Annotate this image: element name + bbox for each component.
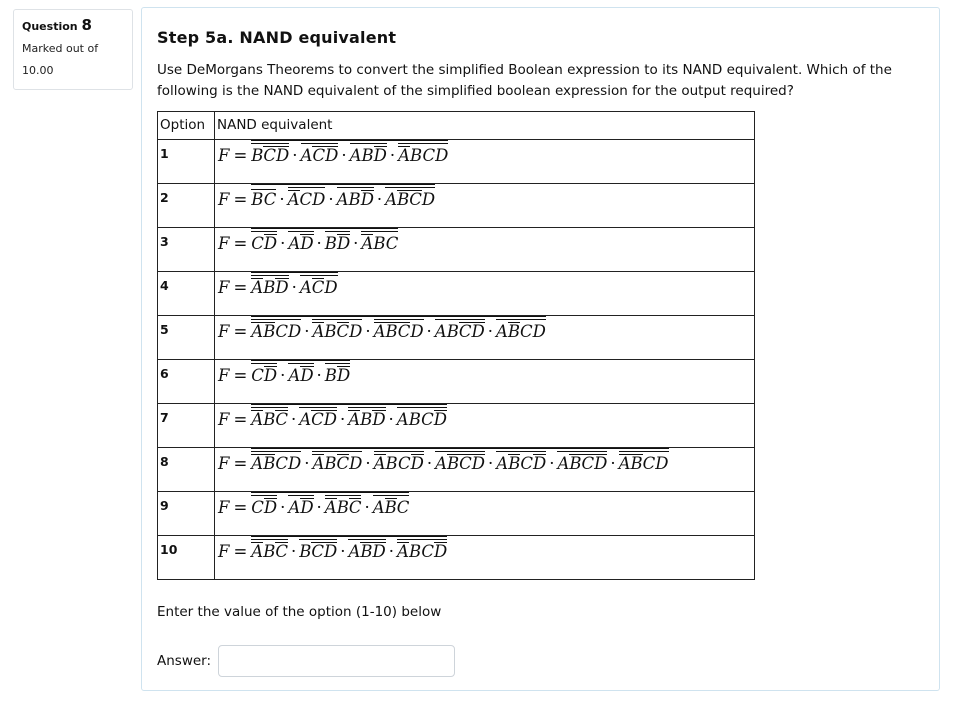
literal: B	[408, 542, 422, 561]
literal: C	[520, 454, 533, 473]
literal: B	[373, 234, 386, 253]
nand-term	[435, 319, 485, 341]
complemented-literal: A	[251, 278, 264, 297]
complemented-literal: B	[447, 454, 460, 473]
and-dot: ·	[426, 322, 432, 341]
complemented-literal: C	[275, 542, 288, 561]
question-number: Question 8	[22, 16, 92, 34]
output-variable: F	[218, 542, 230, 561]
output-variable: F	[218, 146, 230, 165]
literal: B	[410, 146, 423, 165]
literal: C	[642, 454, 656, 473]
math-expression	[218, 483, 409, 517]
literal: C	[251, 366, 264, 385]
literal: A	[385, 190, 398, 209]
option-number: 8	[158, 448, 215, 492]
complemented-literal: A	[251, 542, 264, 561]
complemented-literal: D	[433, 410, 448, 429]
literal: B	[408, 410, 422, 429]
marked-out-of: Marked out of 10.00	[22, 38, 124, 82]
options-table-body	[158, 140, 755, 580]
nand-term	[557, 451, 607, 473]
complemented-literal: A	[361, 234, 374, 253]
complemented-literal: D	[300, 234, 314, 253]
math-expression	[218, 175, 435, 209]
complemented-literal: C	[458, 322, 472, 341]
nand-term	[301, 143, 339, 165]
nand-term	[251, 189, 276, 209]
literal: C	[251, 234, 264, 253]
literal: B	[299, 542, 312, 561]
literal: B	[251, 190, 264, 209]
nand-term	[299, 407, 337, 429]
complemented-literal: C	[336, 454, 350, 473]
literal: D	[410, 322, 424, 341]
literal: B	[251, 146, 264, 165]
complemented-literal: A	[373, 322, 386, 341]
equals-sign: =	[233, 278, 248, 297]
literal: B	[263, 542, 276, 561]
nand-term	[288, 187, 326, 209]
complemented-literal: C	[581, 454, 595, 473]
equals-sign: =	[233, 322, 248, 341]
literal: D	[287, 322, 302, 341]
literal: B	[324, 234, 337, 253]
output-variable: F	[218, 366, 230, 385]
math-expression	[218, 439, 669, 473]
literal: A	[435, 454, 448, 473]
literal: D	[312, 190, 326, 209]
literal: A	[434, 322, 447, 341]
complemented-literal: A	[312, 322, 325, 341]
nand-term	[361, 231, 398, 253]
equals-sign: =	[233, 234, 248, 253]
nand-term	[397, 539, 447, 561]
literal: B	[348, 190, 361, 209]
literal: C	[251, 498, 264, 517]
complemented-literal: D	[300, 498, 314, 517]
complemented-literal: B	[569, 454, 582, 473]
literal: B	[324, 454, 337, 473]
complemented-literal: D	[275, 278, 289, 297]
literal: C	[396, 498, 410, 517]
output-variable: F	[218, 322, 230, 341]
nand-term	[350, 143, 387, 165]
nand-term	[619, 451, 669, 473]
nand-term	[251, 231, 277, 253]
nand-term	[337, 187, 374, 209]
and-dot: ·	[388, 410, 394, 429]
complemented-literal: D	[263, 498, 278, 517]
complemented-literal: C	[312, 146, 326, 165]
complemented-literal: D	[336, 234, 351, 253]
literal: C	[397, 454, 411, 473]
answer-label: Answer:	[157, 653, 212, 669]
and-dot: ·	[365, 322, 371, 341]
math-expression	[218, 131, 448, 165]
literal: D	[287, 454, 302, 473]
literal: C	[275, 322, 288, 341]
complemented-literal: D	[372, 542, 386, 561]
literal: D	[421, 190, 436, 209]
literal: C	[275, 454, 288, 473]
nand-term	[251, 451, 301, 473]
complemented-literal: D	[372, 410, 386, 429]
option-number: 3	[158, 228, 215, 272]
and-dot: ·	[280, 498, 286, 517]
nand-term	[385, 187, 435, 209]
nand-term	[251, 407, 288, 429]
output-variable: F	[218, 454, 230, 473]
answer-prompt: Enter the value of the option (1-10) below	[157, 604, 442, 620]
literal: A	[300, 146, 313, 165]
literal: B	[324, 366, 337, 385]
equals-sign: =	[233, 542, 248, 561]
and-dot: ·	[487, 322, 493, 341]
literal: B	[446, 322, 459, 341]
and-dot: ·	[292, 146, 298, 165]
options-table	[157, 111, 755, 580]
nand-term	[496, 319, 546, 341]
complemented-literal: D	[434, 542, 448, 561]
and-dot: ·	[304, 322, 310, 341]
complemented-literal: B	[397, 190, 410, 209]
outer-overline	[251, 228, 398, 253]
math-expression	[218, 527, 447, 561]
complemented-literal: B	[630, 454, 643, 473]
and-dot: ·	[365, 454, 371, 473]
equals-sign: =	[233, 190, 248, 209]
and-dot: ·	[304, 454, 310, 473]
nand-term	[312, 319, 362, 341]
complemented-literal: D	[471, 322, 485, 341]
and-dot: ·	[341, 146, 347, 165]
outer-overline	[251, 272, 337, 297]
and-dot: ·	[364, 498, 370, 517]
literal: A	[557, 454, 570, 473]
literal: B	[263, 410, 276, 429]
complemented-literal: A	[287, 190, 300, 209]
max-mark: 10.00	[22, 64, 54, 77]
option-number: 4	[158, 272, 215, 316]
literal: B	[385, 454, 398, 473]
nand-term	[325, 231, 350, 253]
and-dot: ·	[279, 190, 285, 209]
math-expression	[218, 307, 546, 341]
outer-overline	[251, 492, 409, 517]
complemented-literal: B	[384, 498, 397, 517]
complemented-literal: A	[251, 322, 264, 341]
output-variable: F	[218, 410, 230, 429]
complemented-literal: A	[398, 146, 411, 165]
complemented-literal: C	[336, 322, 350, 341]
complemented-literal: B	[385, 322, 398, 341]
outer-overline	[251, 316, 546, 341]
column-header-nand: NAND equivalent	[215, 112, 755, 140]
complemented-literal: B	[263, 454, 276, 473]
complemented-literal: A	[618, 454, 631, 473]
question-text: Use DeMorgans Theorems to convert the simplified Boolean expression to its NAND equivalent. Which of the following is the NAND equivalent of the simplified boolean expression for the output required?	[157, 62, 892, 99]
nand-term	[288, 231, 313, 253]
answer-input[interactable]	[218, 645, 455, 677]
option-number: 7	[158, 404, 215, 448]
and-dot: ·	[316, 234, 322, 253]
nand-term	[496, 451, 546, 473]
nand-term	[300, 275, 338, 297]
complemented-literal: C	[311, 542, 324, 561]
nand-expression	[215, 536, 755, 580]
complemented-literal: B	[508, 454, 521, 473]
literal: B	[336, 498, 349, 517]
nand-term	[288, 495, 313, 517]
outer-overline	[251, 448, 668, 473]
and-dot: ·	[291, 278, 297, 297]
nand-term	[373, 495, 410, 517]
literal: C	[421, 542, 434, 561]
complemented-literal: D	[410, 454, 424, 473]
complemented-literal: D	[263, 234, 278, 253]
complemented-literal: A	[348, 410, 361, 429]
and-dot: ·	[426, 454, 433, 473]
and-dot: ·	[353, 234, 359, 253]
and-dot: ·	[316, 366, 322, 385]
math-expression	[218, 263, 338, 297]
equals-sign: =	[233, 146, 248, 165]
option-number: 5	[158, 316, 215, 360]
literal: A	[495, 322, 508, 341]
complemented-literal: A	[251, 410, 264, 429]
nand-term	[251, 319, 301, 341]
and-dot: ·	[610, 454, 616, 473]
literal: D	[655, 454, 669, 473]
literal: B	[360, 410, 373, 429]
complemented-literal: B	[263, 322, 276, 341]
equals-sign: =	[233, 498, 248, 517]
literal: A	[288, 234, 301, 253]
option-number: 1	[158, 140, 215, 184]
complemented-literal: D	[300, 366, 314, 385]
nand-term	[251, 143, 289, 165]
nand-term	[299, 539, 337, 561]
literal: C	[299, 190, 313, 209]
complemented-literal: C	[348, 498, 362, 517]
and-dot: ·	[389, 146, 396, 165]
and-dot: ·	[280, 234, 286, 253]
output-variable: F	[218, 190, 230, 209]
complemented-literal: D	[471, 454, 486, 473]
complemented-literal: A	[312, 454, 325, 473]
nand-term	[435, 451, 485, 473]
option-number: 10	[158, 536, 215, 580]
and-dot: ·	[340, 410, 346, 429]
nand-term	[251, 275, 288, 297]
literal: B	[263, 278, 276, 297]
math-expression	[218, 395, 447, 429]
literal: A	[348, 542, 361, 561]
nand-term	[374, 451, 424, 473]
nand-term	[251, 495, 277, 517]
option-number: 6	[158, 360, 215, 404]
literal: C	[263, 190, 277, 209]
nand-term	[348, 407, 385, 429]
literal: A	[299, 278, 312, 297]
complemented-literal: D	[594, 454, 608, 473]
nand-term	[398, 143, 448, 165]
literal: D	[349, 454, 363, 473]
complemented-literal: D	[373, 146, 387, 165]
complemented-literal: D	[323, 542, 338, 561]
complemented-literal: D	[360, 190, 374, 209]
and-dot: ·	[328, 190, 334, 209]
literal: D	[349, 322, 363, 341]
and-dot: ·	[290, 542, 297, 561]
equals-sign: =	[233, 454, 248, 473]
literal: A	[372, 498, 385, 517]
literal: A	[288, 366, 301, 385]
complemented-literal: C	[397, 322, 411, 341]
and-dot: ·	[290, 410, 297, 429]
column-header-option: Option	[158, 112, 215, 140]
and-dot: ·	[340, 542, 346, 561]
complemented-literal: B	[360, 542, 373, 561]
complemented-literal: D	[532, 454, 547, 473]
literal: A	[349, 146, 362, 165]
nand-term	[312, 451, 362, 473]
complemented-literal: C	[263, 146, 277, 165]
and-dot: ·	[376, 190, 383, 209]
literal: C	[421, 410, 434, 429]
math-expression	[218, 351, 350, 385]
complemented-literal: D	[263, 366, 278, 385]
and-dot: ·	[280, 366, 286, 385]
math-expression	[218, 219, 398, 253]
literal: D	[435, 146, 449, 165]
outer-overline	[251, 536, 447, 561]
complemented-literal: A	[251, 454, 264, 473]
literal: A	[336, 190, 349, 209]
nand-term	[374, 319, 424, 341]
table-row	[158, 536, 755, 580]
complemented-literal: C	[459, 454, 472, 473]
literal: A	[496, 454, 509, 473]
question-info-panel	[13, 9, 133, 90]
literal: A	[288, 498, 301, 517]
and-dot: ·	[488, 454, 494, 473]
equals-sign: =	[233, 410, 248, 429]
literal: B	[324, 322, 337, 341]
output-variable: F	[218, 498, 230, 517]
nand-term	[325, 363, 350, 385]
literal: C	[422, 146, 436, 165]
and-dot: ·	[549, 454, 555, 473]
literal: C	[520, 322, 533, 341]
option-number: 2	[158, 184, 215, 228]
nand-term	[348, 539, 385, 561]
outer-overline	[251, 360, 350, 385]
option-number: 9	[158, 492, 215, 536]
complemented-literal: C	[409, 190, 422, 209]
and-dot: ·	[316, 498, 322, 517]
literal: A	[299, 410, 312, 429]
complemented-literal: A	[397, 542, 409, 561]
literal: C	[385, 234, 399, 253]
complemented-literal: A	[324, 498, 337, 517]
nand-term	[397, 407, 447, 429]
and-dot: ·	[388, 542, 395, 561]
outer-overline	[251, 140, 448, 165]
complemented-literal: C	[311, 410, 324, 429]
question-content-panel	[141, 7, 940, 691]
complemented-literal: A	[373, 454, 386, 473]
literal: B	[361, 146, 374, 165]
output-variable: F	[218, 234, 230, 253]
complemented-literal: B	[507, 322, 521, 341]
complemented-literal: D	[336, 366, 351, 385]
nand-term	[251, 539, 288, 561]
step-title: Step 5a. NAND equivalent	[157, 28, 397, 47]
complemented-literal: D	[325, 146, 339, 165]
nand-term	[325, 495, 362, 517]
output-variable: F	[218, 278, 230, 297]
equals-sign: =	[233, 366, 248, 385]
nand-term	[251, 363, 277, 385]
nand-term	[288, 363, 313, 385]
complemented-literal: D	[276, 146, 290, 165]
outer-overline	[251, 404, 447, 429]
literal: A	[396, 410, 409, 429]
complemented-literal: C	[275, 410, 288, 429]
outer-overline	[251, 184, 435, 209]
complemented-literal: C	[311, 278, 325, 297]
complemented-literal: D	[323, 410, 337, 429]
literal: D	[532, 322, 546, 341]
literal: D	[324, 278, 338, 297]
